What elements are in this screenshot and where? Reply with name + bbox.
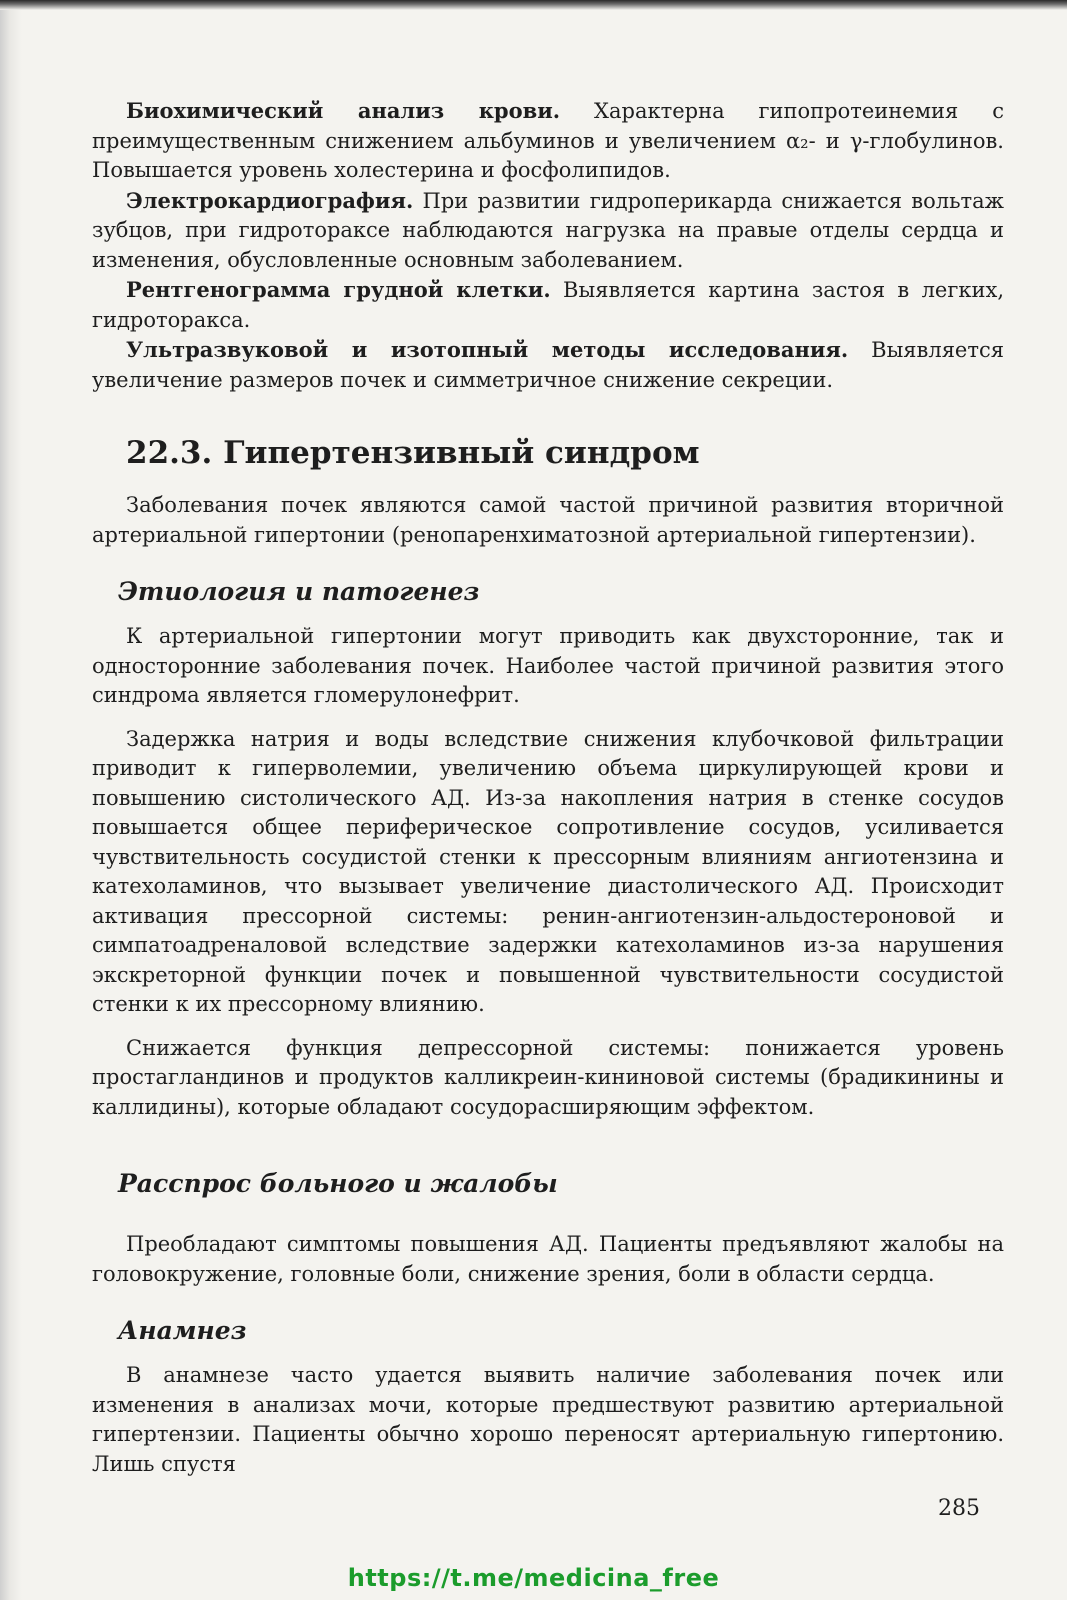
paragraph-lead: Ультразвуковой и изотопный методы исследования. bbox=[126, 337, 849, 362]
paragraph-biochemistry bbox=[92, 96, 1004, 186]
heading-complaints: Расспрос больного и жалобы bbox=[118, 1169, 558, 1198]
heading-anamnesis: Анамнез bbox=[118, 1316, 247, 1345]
paragraph-complaints: Преобладают симптомы повышения АД. Пациенты предъявляют жалобы на головокружение, головные боли, снижение зрения, боли в области сердца. bbox=[92, 1232, 1004, 1286]
page-top-edge bbox=[0, 0, 1067, 10]
section-intro: Заболевания почек являются самой частой причиной развития вторичной артериальной гипертонии (ренопаренхиматозной артериальной гипертензии). bbox=[92, 493, 1004, 547]
paragraph-xray bbox=[92, 275, 1004, 335]
paragraph-lead: Биохимический анализ крови. bbox=[126, 98, 561, 123]
paragraph-lead: Рентгенограмма грудной клетки. bbox=[126, 277, 551, 302]
paragraph-anamnesis: В анамнезе часто удается выявить наличие заболевания почек или изменения в анализах мочи, которые предшествуют развитию артериальной гипертензии. Пациенты обычно хорошо переносят артериальную гипертонию. Лишь спустя bbox=[92, 1363, 1004, 1476]
paragraph-etiology-3: Снижается функция депрессорной системы: понижается уровень простагландинов и продуктов калликреин-кининовой системы (брадикинины и каллидины), которые обладают сосудорасширяющим эффектом. bbox=[92, 1035, 1004, 1119]
paragraph-lead: Электрокардиография. bbox=[126, 187, 414, 213]
spacer bbox=[92, 711, 1004, 725]
paragraph-text: При развитии гидроперикарда снижается вольтаж зубцов, при гидротораксе наблюдаются нагрузка на правые отделы сердца и изменения, обусловленные основным заболеванием. bbox=[92, 188, 1004, 272]
paragraph-etiology-2: Задержка натрия и воды вследствие снижения клубочковой фильтрации приводит к гиперволемии, увеличению объема циркулирующей крови и повышению систолического АД. Из-за накопления натрия в стенке сосудов повышается общее периферическое сопротивление сосудов, усиливается чувствительность сосудистой стенки к прессорным влияниям ангиотензина и катехоламинов, что вызывает увеличение диастолического АД. Происходит активация прессорной системы: ренин-ангиотензин-альдостероновой и симпатоадреналовой вследствие задержки катехоламинов из-за нарушения экскреторной функции почек и повышенной чувствительности сосудистой стенки к их прессорному влиянию. bbox=[92, 726, 1004, 1016]
paragraph-text: Выявляется картина застоя в легких, гидроторакса. bbox=[92, 278, 1004, 332]
paragraph-etiology-1: К артериальной гипертонии могут приводить как двухсторонние, так и односторонние заболевания почек. Наиболее частой причиной развития этого синдрома является гломерулонефрит. bbox=[92, 624, 1004, 707]
heading-etiology: Этиология и патогенез bbox=[118, 577, 480, 606]
paragraph-ecg bbox=[92, 186, 1004, 276]
paragraph-ultrasound bbox=[92, 335, 1004, 395]
section-title: 22.3. Гипертензивный синдром bbox=[126, 435, 700, 471]
paragraph-text: Характерна гипопротеинемия с преимущественным снижением альбуминов и увеличением α₂- и γ-глобулинов. Повышается уровень холестерина и фосфолипидов. bbox=[92, 99, 1004, 182]
paragraph-text: Выявляется увеличение размеров почек и симметричное снижение секреции. bbox=[92, 338, 1004, 392]
watermark-link[interactable]: https://t.me/medicina_free bbox=[347, 1564, 720, 1592]
page-content bbox=[92, 96, 1004, 1479]
spacer bbox=[92, 1020, 1004, 1034]
page-number: 285 bbox=[938, 1496, 980, 1521]
